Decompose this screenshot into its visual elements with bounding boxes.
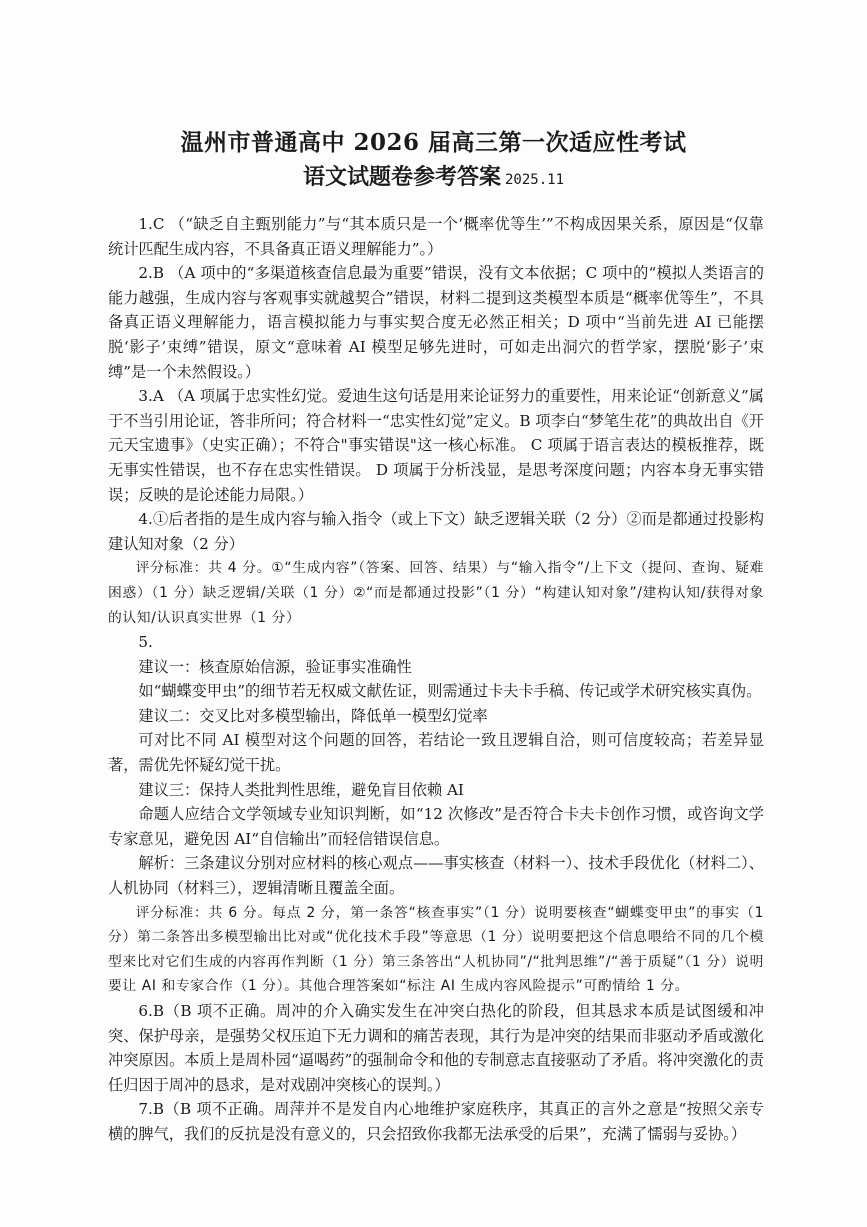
answer-q6: 6.B（B 项不正确。周冲的介入确实发生在冲突白热化的阶段，但其恳求本质是试图缓和冲突、保护母亲，是强势父权压迫下无力调和的痛苦表现，其行为是冲突的结果而非驱动矛盾或激化冲突原因。本质上是周朴园“逼喝药”的强制命令和他的专制意志直接驱动了矛盾。将冲突激化的责任归因于周冲的恳求，是对戏剧冲突核心的误判。） [108,1002,764,1094]
scoring-q4: 评分标准：共 4 分。①“生成内容”（答案、回答、结果）与“输入指令”/上下文（提问、查询、疑难困惑）（1 分）缺乏逻辑/关联（1 分）②“而是都通过投影”（1 分）“构建认知对象”/建构认知/获得对象的认知/认识真实世界（1 分） [108,560,764,626]
suggestion-1-title: 建议一：核查原始信源，验证事实准确性 [138,657,412,676]
answer-q7: 7.B（B 项不正确。周萍并不是发自内心地维护家庭秩序，其真正的言外之意是“按照父亲专横的脾气，我们的反抗是没有意义的，只会招致你我都无法承受的后果”，充满了懦弱与妥协。） [108,1100,764,1143]
suggestion-2-body: 可对比不同 AI 模型对这个问题的回答，若结论一致且逻辑自洽，则可信度较高；若差异显著，需优先怀疑幻觉干扰。 [108,731,764,775]
answer-q1: 1.C （“缺乏自主甄别能力”与“其本质只是一个‘概率优等生’”不构成因果关系，原因是“仅靠统计匹配生成内容，不具备真正语义理解能力”。） [108,215,764,258]
suggestion-2-title: 建议二：交叉比对多模型输出，降低单一模型幻觉率 [138,706,488,725]
answer-q5-number: 5. [138,633,153,652]
analysis-q5: 解析：三条建议分别对应材料的核心观点——事实核查（材料一）、技术手段优化（材料二）、人机协同（材料三），逻辑清晰且覆盖全面。 [108,854,764,898]
suggestion-1-body: 如“蝴蝶变甲虫”的细节若无权威文献佐证，则需通过卡夫卡手稿、传记或学术研究核实真伪。 [138,682,762,701]
suggestion-3-title: 建议三：保持人类批判性思维，避免盲目依赖 AI [138,780,464,799]
document-subtitle: 语文试题卷参考答案 [302,164,501,190]
scoring-q5: 评分标准：共 6 分。每点 2 分，第一条答“核查事实”（1 分）说明要核查“蝴蝶变甲虫”的事实（1 分）第二条答出多模型输出比对或“优化技术手段”等意思（1 分）说明要把这个信息喂给不同的几个模型来比对它们生成的内容再作判断（1 分）第三条答出“人机协同”/“批判思维”/“善于质疑”（1 分）说明要让 AI 和专家合作（1 分）。其他合理答案如“标注 AI 生成内容风险提示”可酌情给 1 分。 [108,904,764,995]
document-date: 2025.11 [505,172,565,188]
suggestion-3-body: 命题人应结合文学领域专业知识判断，如“12 次修改”是否符合卡夫卡创作习惯，或咨询文学专家意见，避免因 AI“自信输出”而轻信错误信息。 [108,805,764,848]
answer-q3: 3.A （A 项属于忠实性幻觉。爱迪生这句话是用来论证努力的重要性，用来论证“创新意义”属于不当引用论证，答非所问；符合材料一“忠实性幻觉”定义。B 项李白“梦笔生花”的典故出自《开元天宝遗事》（史实正确）；不符合"事实错误"这一核心标准。 C 项属于语言表达的模板推荐，既无事实性错误，也不存在忠实性错误。 D 项属于分析浅显，是思考深度问题；内容本身无事实错误；反映的是论述能力局限。） [108,387,764,504]
answer-q2: 2.B （A 项中的“多渠道核查信息最为重要”错误，没有文本依据；C 项中的“模拟人类语言的能力越强，生成内容与客观事实就越契合”错误，材料二提到这类模型本质是“概率优等生”，不具备真正语义理解能力，语言模拟能力与事实契合度无必然正相关；D 项中“当前先进 AI 已能摆脱‘影子’束缚”错误，原文“意味着 AI 模型足够先进时，可如走出洞穴的哲学家，摆脱‘影子’束缚”是一个未然假设。） [108,264,764,381]
document-subtitle-line [0,160,867,191]
answer-q4: 4.①后者指的是生成内容与输入指令（或上下文）缺乏逻辑关联（2 分）②而是都通过投影构建认知对象（2 分） [108,510,764,553]
answer-body [108,212,764,1147]
document-title: 温州市普通高中 2026 届高三第一次适应性考试 [180,129,687,156]
